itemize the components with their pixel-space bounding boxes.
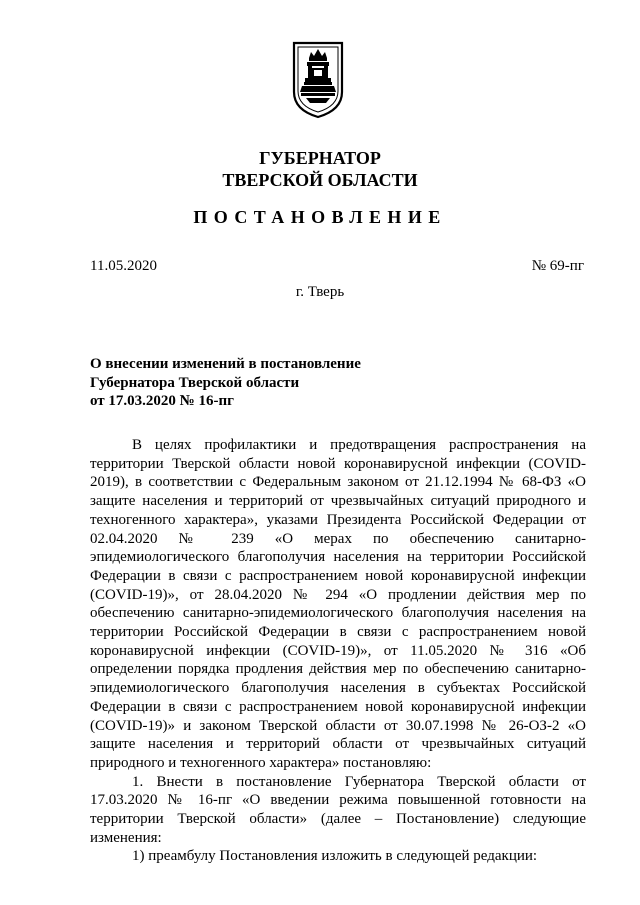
title-line: от 17.03.2020 № 16-пг — [90, 393, 234, 409]
document-date: 11.05.2020 — [90, 258, 157, 274]
title-line: Губернатора Тверской области — [90, 374, 300, 391]
title-line: О внесении изменений в постановление — [90, 356, 361, 372]
body-paragraph: 1) преамбулу Постановления изложить в следующей редакции: — [132, 848, 538, 865]
document-body — [90, 436, 586, 866]
body-paragraph: В целях профилактики и предотвращения распространения на территории Тверской области новой коронавирусной инфекции (COVID-2019), в соответствии с Федеральным законом от 21.12.1994 № 68-ФЗ «О защите населения и территорий от чрезвычайных ситуаций природного и техногенного характера», указами Президента Российской Федерации от 02.04.2020 № 239 «О мерах по обеспечению санитарно-эпидемиологического благополучия населения на территории Российской Федерации в связи с распространением новой коронавирусной инфекции (COVID-19)», от 28.04.2020 № 294 «О продлении действия мер по обеспечению санитарно-эпидемиологического благополучия населения на территории Российской Федерации в связи с распространением новой коронавирусной инфекции (COVID-19)», от 11.05.2020 № 316 «Об определении порядка продления действия мер по обеспечению санитарно-эпидемиологического благополучия населения в субъектах Российской Федерации в связи с распространением новой коронавирусной инфекции (COVID-19)» и законом Тверской области от 30.07.1998 № 26-ОЗ-2 «О защите населения и территорий области от чрезвычайных ситуаций природного и техногенного характера» постановляю: — [90, 437, 586, 771]
region-name: ТВЕРСКОЙ ОБЛАСТИ — [222, 170, 418, 190]
body-paragraph: 1. Внести в постановление Губернатора Тверской области от 17.03.2020 № 16-пг «О введении режима повышенной готовности на территории Тверской области» (далее – Постановление) следующие изменения: — [90, 773, 586, 846]
authority-name: ГУБЕРНАТОР — [259, 148, 381, 168]
document-city: г. Тверь — [295, 284, 345, 300]
document-type-heading: ПОСТАНОВЛЕНИЕ — [193, 207, 447, 227]
coat-of-arms-icon — [290, 40, 346, 120]
document-title — [90, 355, 390, 411]
document-number: № 69-пг — [531, 258, 584, 274]
